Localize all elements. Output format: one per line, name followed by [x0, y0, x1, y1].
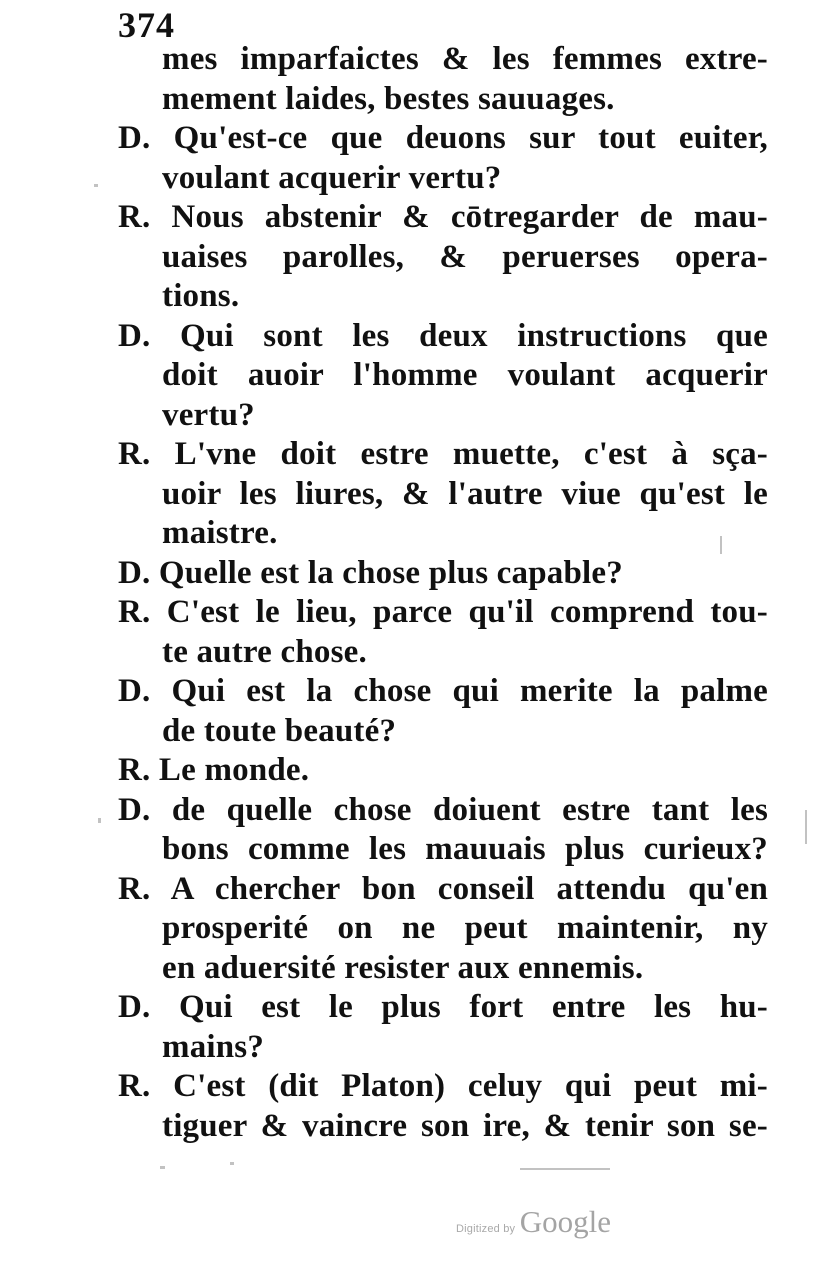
text-line: D. Qui est le plus fort entre les hu-	[118, 989, 768, 1025]
text-line: prosperité on ne peut maintenir, ny	[162, 910, 768, 946]
text-line: en aduersité resister aux ennemis.	[162, 949, 644, 986]
text-line: mains?	[162, 1028, 265, 1065]
text-line: D. de quelle chose doiuent estre tant les	[118, 791, 768, 828]
text-line: R. C'est (dit Platon) celuy qui peut mi-	[118, 1068, 768, 1104]
scan-speck	[720, 536, 722, 554]
text-body	[118, 40, 768, 1146]
scan-speck	[98, 818, 101, 823]
text-line: D. Qui sont les deux instructions que	[118, 317, 768, 354]
text-line: R. L'vne doit estre muette, c'est à sça-	[118, 436, 768, 472]
watermark-prefix: Digitized by	[456, 1223, 516, 1235]
text-line: de toute beauté?	[162, 712, 397, 749]
scan-speck	[805, 810, 807, 844]
scan-speck	[160, 1166, 165, 1169]
google-logo: Google	[519, 1204, 611, 1239]
text-line: voulant acquerir vertu?	[162, 159, 502, 196]
text-line: doit auoir l'homme voulant acquerir	[162, 357, 768, 393]
page-number: 374	[118, 5, 175, 45]
scan-speck	[230, 1162, 234, 1165]
text-line: mement laides, bestes sauuages.	[162, 80, 615, 117]
scan-speck	[520, 1168, 610, 1170]
text-line: tiguer & vaincre son ire, & tenir son se-	[162, 1107, 768, 1144]
text-line: vertu?	[162, 396, 255, 433]
text-line: R. Le monde.	[118, 752, 310, 788]
text-line: R. Nous abstenir & cōtregarder de mau-	[118, 199, 768, 235]
scan-speck	[94, 184, 98, 187]
text-line: D. Quelle est la chose plus capable?	[118, 554, 623, 591]
text-line: te autre chose.	[162, 633, 367, 670]
text-line: uaises parolles, & peruerses opera-	[162, 238, 768, 275]
digitized-by-watermark	[456, 1204, 611, 1240]
text-line: D. Qu'est-ce que deuons sur tout euiter,	[118, 120, 768, 156]
text-line: bons comme les mauuais plus curieux?	[162, 831, 768, 867]
text-line: uoir les liures, & l'autre viue qu'est le	[162, 475, 768, 512]
text-line: mes imparfaictes & les femmes extre-	[162, 41, 768, 77]
text-line: tions.	[162, 278, 240, 314]
text-line: maistre.	[162, 515, 278, 551]
text-line: D. Qui est la chose qui merite la palme	[118, 673, 768, 709]
text-line: R. C'est le lieu, parce qu'il comprend tou-	[118, 594, 768, 630]
text-line: R. A chercher bon conseil attendu qu'en	[118, 870, 768, 907]
